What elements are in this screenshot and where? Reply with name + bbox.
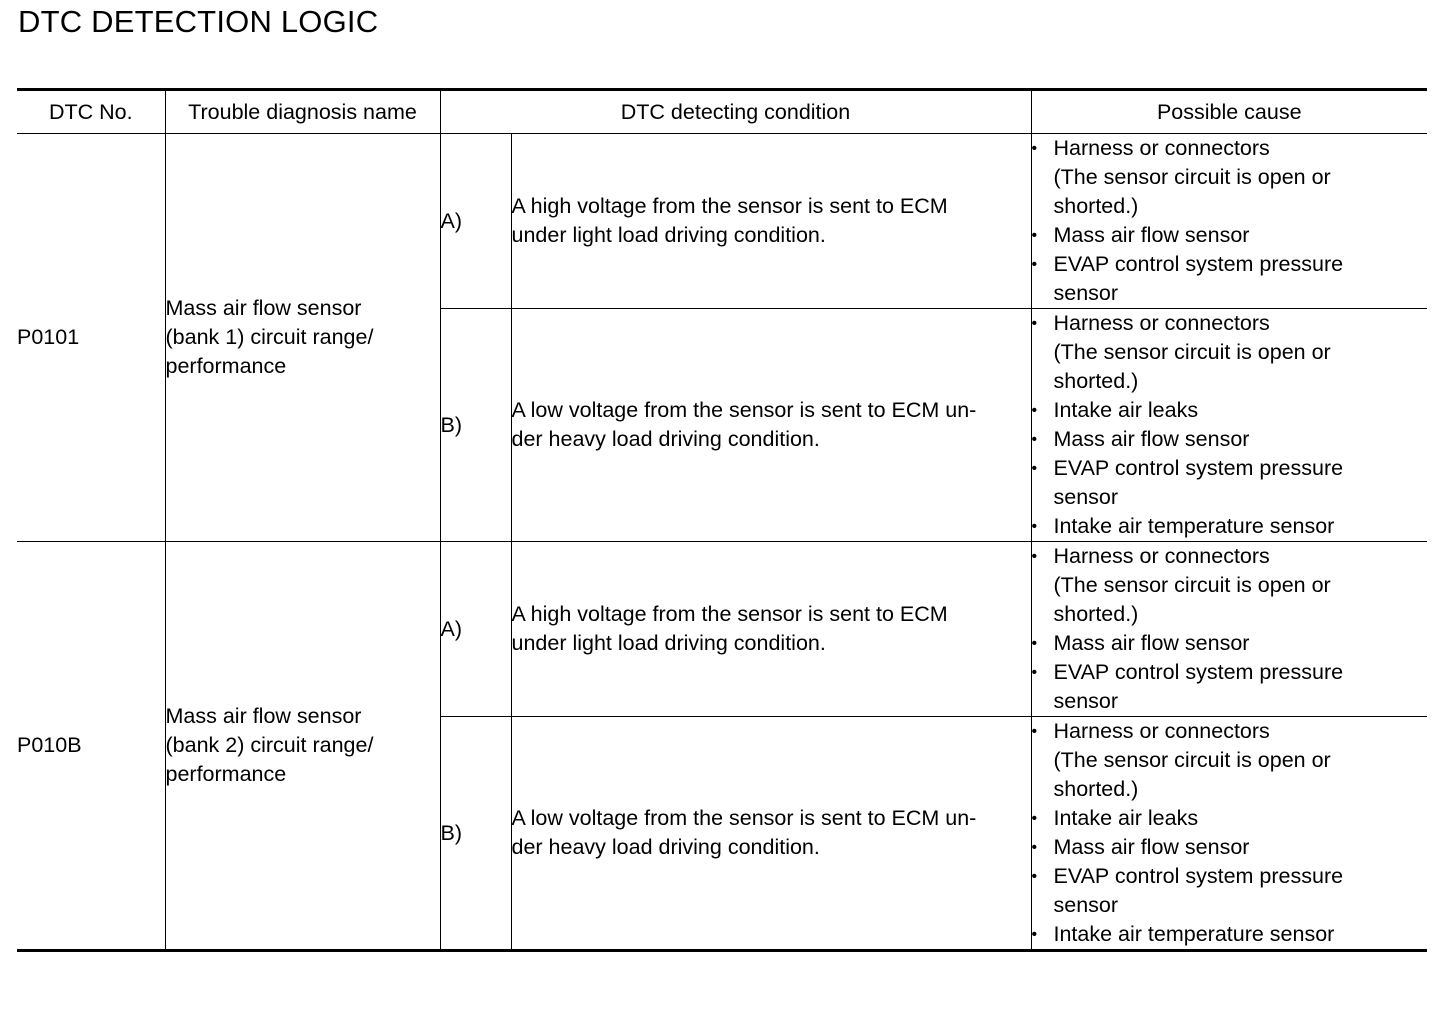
condition-text-line: A high voltage from the sensor is sent to ECM [511, 602, 948, 626]
diagnosis-name [165, 134, 440, 542]
cause-line: • EVAP control system pressure [1053, 252, 1344, 276]
dtc-table [17, 88, 1427, 952]
cause-line: • Mass air flow sensor [1053, 631, 1250, 655]
condition-text [511, 134, 1031, 309]
header-dtc-no: DTC No. [17, 90, 165, 134]
cause-line: • Harness or connectors [1053, 544, 1270, 568]
cause-line: • EVAP control system pressure [1053, 456, 1344, 480]
condition-text-line: der heavy load driving condition. [511, 427, 820, 451]
cause-line: • Intake air leaks [1053, 398, 1199, 422]
cause-line: sensor [1053, 893, 1119, 917]
cause-item [1032, 804, 1428, 833]
cause-item [1032, 454, 1428, 512]
cause-line: (The sensor circuit is open or [1053, 340, 1331, 364]
table-row [17, 542, 1427, 717]
dtc-code: P0101 [17, 134, 165, 542]
cause-line: • EVAP control system pressure [1053, 660, 1344, 684]
cause-line: • Harness or connectors [1053, 311, 1270, 335]
condition-label: B) [440, 717, 511, 951]
cause-item [1032, 425, 1428, 454]
cause-list [1032, 134, 1428, 308]
diagnosis-name-line: (bank 2) circuit range/ [165, 733, 374, 757]
header-detecting-condition: DTC detecting condition [440, 90, 1031, 134]
cause-list [1032, 717, 1428, 949]
condition-text [511, 717, 1031, 951]
cause-line: sensor [1053, 689, 1119, 713]
cause-item [1032, 717, 1428, 804]
condition-text [511, 542, 1031, 717]
diagnosis-name-line: performance [165, 762, 287, 786]
cause-line: • Mass air flow sensor [1053, 223, 1250, 247]
cause-item [1032, 658, 1428, 716]
condition-text-line: A low voltage from the sensor is sent to ECM un- [511, 806, 977, 830]
diagnosis-name [165, 542, 440, 951]
header-row [17, 90, 1427, 134]
cause-item [1032, 629, 1428, 658]
cause-line: shorted.) [1053, 777, 1139, 801]
diagnosis-name-line: Mass air flow sensor [165, 704, 362, 728]
condition-text [511, 309, 1031, 542]
condition-text-line: der heavy load driving condition. [511, 835, 820, 859]
cause-item [1032, 221, 1428, 250]
condition-label: B) [440, 309, 511, 542]
cause-line: • EVAP control system pressure [1053, 864, 1344, 888]
cause-line: shorted.) [1053, 602, 1139, 626]
cause-line: • Harness or connectors [1053, 136, 1270, 160]
cause-line: (The sensor circuit is open or [1053, 573, 1331, 597]
page-title: DTC DETECTION LOGIC [18, 4, 379, 39]
table-row [17, 134, 1427, 309]
cause-line: • Harness or connectors [1053, 719, 1270, 743]
header-diagnosis-name: Trouble diagnosis name [165, 90, 440, 134]
cause-list [1032, 309, 1428, 541]
cause-line: shorted.) [1053, 369, 1139, 393]
cause-line: (The sensor circuit is open or [1053, 748, 1331, 772]
cause-item [1032, 134, 1428, 221]
cause-item [1032, 309, 1428, 396]
possible-cause-cell [1031, 134, 1427, 309]
cause-line: (The sensor circuit is open or [1053, 165, 1331, 189]
cause-line: sensor [1053, 281, 1119, 305]
cause-line: • Intake air temperature sensor [1053, 922, 1335, 946]
possible-cause-cell [1031, 542, 1427, 717]
table-body [17, 134, 1427, 951]
cause-item [1032, 862, 1428, 920]
condition-label: A) [440, 542, 511, 717]
cause-line: sensor [1053, 485, 1119, 509]
cause-line: • Mass air flow sensor [1053, 835, 1250, 859]
cause-line: • Intake air temperature sensor [1053, 514, 1335, 538]
possible-cause-cell [1031, 309, 1427, 542]
diagnosis-name-line: (bank 1) circuit range/ [165, 325, 374, 349]
possible-cause-cell [1031, 717, 1427, 951]
cause-line: • Mass air flow sensor [1053, 427, 1250, 451]
cause-item [1032, 396, 1428, 425]
condition-label: A) [440, 134, 511, 309]
cause-item [1032, 542, 1428, 629]
cause-line: • Intake air leaks [1053, 806, 1199, 830]
condition-text-line: under light load driving condition. [511, 223, 826, 247]
cause-line: shorted.) [1053, 194, 1139, 218]
cause-item [1032, 512, 1428, 541]
diagnosis-name-line: Mass air flow sensor [165, 296, 362, 320]
header-possible-cause: Possible cause [1031, 90, 1427, 134]
condition-text-line: under light load driving condition. [511, 631, 826, 655]
cause-item [1032, 920, 1428, 949]
diagnosis-name-line: performance [165, 354, 287, 378]
cause-list [1032, 542, 1428, 716]
condition-text-line: A low voltage from the sensor is sent to ECM un- [511, 398, 977, 422]
dtc-code: P010B [17, 542, 165, 951]
cause-item [1032, 250, 1428, 308]
condition-text-line: A high voltage from the sensor is sent to ECM [511, 194, 948, 218]
cause-item [1032, 833, 1428, 862]
